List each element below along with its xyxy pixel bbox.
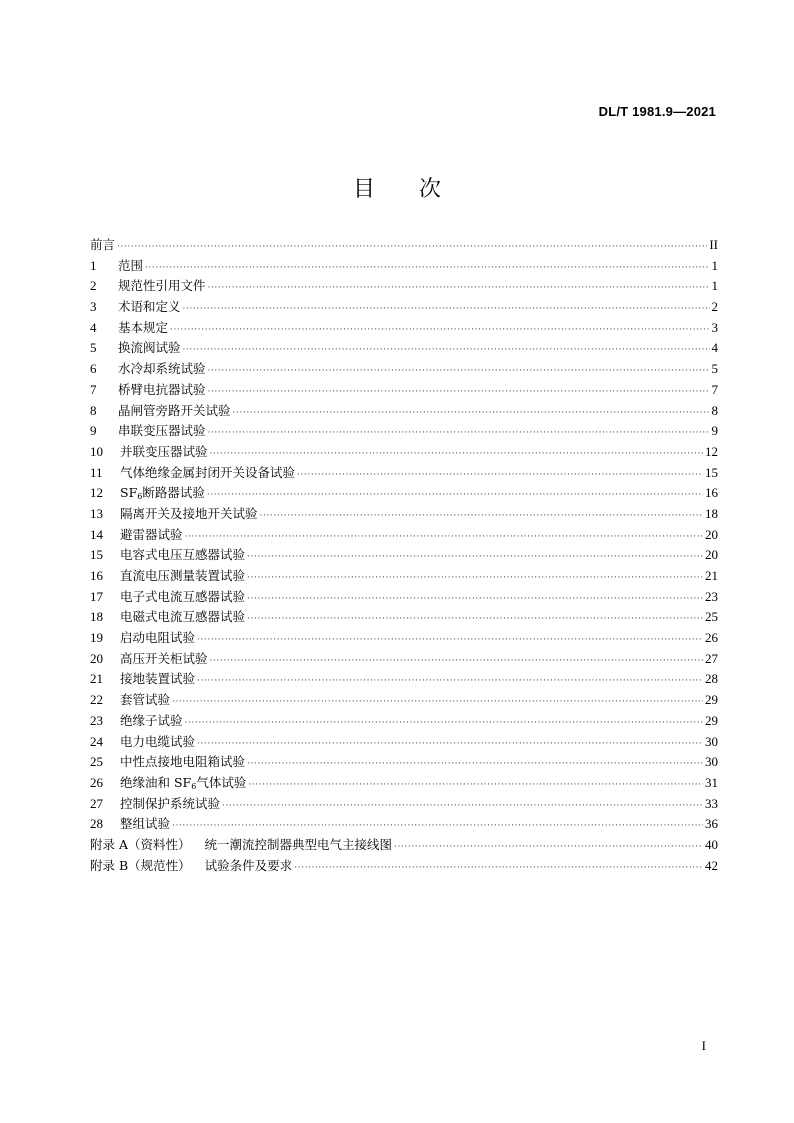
toc-entry-number: 9 [90, 423, 97, 439]
toc-leader-dots [197, 734, 703, 755]
toc-entry[interactable] [90, 442, 718, 463]
toc-leader-dots [208, 382, 710, 403]
toc-leader-dots [208, 423, 710, 444]
toc-entry-number: 14 [90, 526, 103, 542]
toc-leader-dots [172, 816, 703, 837]
toc-entry[interactable] [90, 711, 718, 732]
toc-entry-number: 27 [90, 795, 103, 811]
title-char-2: 次 [419, 177, 442, 202]
toc-entry-title: 控制保护系统试验 [120, 795, 221, 811]
toc-entry-number: 3 [90, 299, 97, 315]
toc-entry-title: 气体绝缘金属封闭开关设备试验 [120, 464, 296, 480]
toc-entry-title: 整组试验 [120, 816, 171, 832]
toc-entry-number: 28 [90, 816, 103, 832]
toc-entry[interactable] [90, 752, 718, 773]
toc-entry-title: 电容式电压互感器试验 [120, 547, 246, 563]
toc-entry[interactable] [90, 814, 718, 835]
toc-entry-page: 15 [705, 464, 718, 480]
toc-leader-dots [185, 713, 703, 734]
toc-entry-page: 9 [711, 423, 718, 439]
toc-leader-dots [247, 609, 703, 630]
toc-leader-dots [183, 340, 710, 361]
toc-entry[interactable] [90, 587, 718, 608]
page-title [0, 172, 794, 203]
appendix-label: 附录 B（规范性） [90, 857, 191, 873]
toc-entry-title: 中性点接地电阻箱试验 [120, 754, 246, 770]
toc-leader-dots [207, 485, 703, 506]
toc-entry-page: 3 [711, 319, 718, 335]
toc-entry-page: 21 [705, 568, 718, 583]
toc-entry-title: 基本规定 [118, 319, 169, 335]
table-of-contents [90, 235, 718, 876]
toc-entry[interactable] [90, 256, 718, 277]
toc-entry-page: 31 [705, 774, 718, 790]
toc-entry[interactable] [90, 669, 718, 690]
toc-entry-page: 7 [711, 381, 718, 397]
toc-entry[interactable] [90, 401, 718, 422]
toc-entry[interactable] [90, 690, 718, 711]
toc-entry-title: 并联变压器试验 [120, 443, 208, 459]
toc-leader-dots [260, 506, 703, 527]
toc-entry-page: 36 [705, 816, 718, 832]
toc-entry-title: $SF_6$断路器试验 [120, 485, 205, 502]
toc-leader-dots [197, 671, 703, 692]
toc-entry-number: 24 [90, 733, 103, 749]
toc-entry[interactable] [90, 607, 718, 628]
toc-entry[interactable] [90, 338, 718, 359]
toc-entry-page: 29 [705, 712, 718, 728]
toc-entry-number: 21 [90, 671, 103, 687]
toc-entry[interactable] [90, 483, 718, 504]
toc-entry-title: 接地装置试验 [120, 671, 196, 687]
toc-entry-title: 避雷器试验 [120, 526, 183, 542]
toc-entry-number: 25 [90, 754, 103, 770]
toc-entry-page: 27 [705, 650, 718, 666]
toc-entry[interactable] [90, 276, 718, 297]
toc-entry-title: 电磁式电流互感器试验 [120, 609, 246, 625]
toc-entry[interactable] [90, 463, 718, 484]
page-number: I [701, 1038, 706, 1053]
toc-leader-dots [172, 692, 703, 713]
toc-entry-title: 隔离开关及接地开关试验 [120, 505, 258, 521]
toc-entry-page: 29 [705, 692, 718, 708]
toc-entry-page: 4 [711, 340, 718, 356]
toc-entry-number: 13 [90, 505, 103, 521]
toc-entry-page: 23 [705, 588, 718, 604]
toc-entry-page: 16 [705, 485, 718, 501]
toc-leader-dots [145, 258, 709, 279]
toc-entry-title: 串联变压器试验 [118, 423, 206, 439]
toc-entry-title: 桥臂电抗器试验 [118, 381, 206, 397]
toc-entry-page: 8 [711, 402, 718, 418]
toc-leader-dots [394, 837, 703, 858]
toc-entry[interactable] [90, 545, 718, 566]
toc-entry-number: 22 [90, 692, 103, 708]
standard-code: DL/T 1981.9—2021 [598, 104, 716, 119]
toc-entry-appendix-b[interactable] [90, 856, 718, 877]
toc-entry-appendix-a[interactable] [90, 835, 718, 856]
toc-entry[interactable] [90, 297, 718, 318]
toc-entry-page: 20 [705, 547, 718, 563]
toc-entry-number: 4 [90, 319, 97, 335]
toc-entry-number: 10 [90, 443, 103, 459]
toc-entry-number: 11 [90, 464, 103, 480]
toc-entry-title: 水冷却系统试验 [118, 361, 206, 377]
toc-entry-page: 12 [705, 443, 718, 459]
title-char-1: 目 [352, 177, 375, 202]
toc-entry-page: 30 [705, 733, 718, 749]
toc-entry-title: 套管试验 [120, 692, 171, 708]
toc-entry-number: 26 [90, 774, 103, 790]
toc-entry[interactable] [90, 421, 718, 442]
toc-entry-number: 18 [90, 609, 103, 625]
toc-entry-page: 42 [705, 857, 718, 873]
toc-entry-title: 直流电压测量装置试验 [120, 568, 246, 583]
toc-entry[interactable] [90, 628, 718, 649]
toc-entry-title: 启动电阻试验 [120, 630, 196, 646]
toc-leader-dots [294, 858, 703, 879]
toc-entry[interactable] [90, 380, 718, 401]
toc-leader-dots [248, 775, 703, 796]
toc-entry-number: 17 [90, 588, 103, 604]
toc-entry-title: 换流阀试验 [118, 340, 181, 356]
appendix-label: 附录 A（资料性） [90, 836, 191, 852]
toc-leader-dots [297, 465, 703, 486]
toc-entry-page: 28 [705, 671, 718, 687]
toc-entry[interactable] [90, 318, 718, 339]
toc-entry-title: 统一潮流控制器典型电气主接线图 [204, 836, 393, 852]
toc-entry-foreword[interactable] [90, 235, 718, 256]
toc-entry-page: II [709, 237, 718, 252]
toc-entry-title: 试验条件及要求 [204, 857, 293, 873]
toc-entry-page: 2 [711, 299, 718, 315]
toc-entry-number: 20 [90, 650, 103, 666]
toc-leader-dots [247, 589, 703, 610]
toc-entry[interactable] [90, 794, 718, 815]
toc-entry-number: 19 [90, 630, 103, 646]
toc-entry-number: 5 [90, 340, 97, 356]
toc-entry-number: 16 [90, 568, 103, 583]
toc-leader-dots [208, 361, 710, 382]
toc-entry-page: 18 [705, 505, 718, 521]
toc-leader-dots [183, 299, 710, 320]
toc-entry-number: 6 [90, 361, 97, 377]
toc-entry-title: 绝缘子试验 [120, 712, 183, 728]
toc-entry-page: 30 [705, 754, 718, 770]
toc-leader-dots [222, 796, 703, 817]
toc-leader-dots [247, 568, 703, 589]
toc-entry-title: 电力电缆试验 [120, 733, 196, 749]
toc-leader-dots [117, 237, 707, 258]
toc-leader-dots [233, 403, 710, 424]
toc-entry-title: 晶闸管旁路开关试验 [118, 402, 231, 418]
toc-entry-number: 7 [90, 381, 97, 397]
toc-entry-number: 12 [90, 485, 103, 501]
toc-entry-page: 20 [705, 526, 718, 542]
toc-entry-page: 25 [705, 609, 718, 625]
toc-entry-number: 2 [90, 278, 97, 294]
toc-entry-title: 电子式电流互感器试验 [120, 588, 246, 604]
toc-leader-dots [247, 754, 703, 775]
toc-entry-title: 范围 [118, 257, 144, 273]
toc-entry[interactable] [90, 566, 718, 587]
toc-entry-page: 26 [705, 630, 718, 646]
toc-entry[interactable] [90, 525, 718, 546]
toc-entry-page: 1 [711, 257, 718, 273]
toc-entry-title: 绝缘油和 $SF_6$气体试验 [120, 774, 247, 791]
toc-entry-page: 1 [711, 278, 718, 294]
toc-entry[interactable] [90, 504, 718, 525]
toc-entry-page: 5 [711, 361, 718, 377]
toc-entry-number: 1 [90, 257, 97, 273]
toc-leader-dots [185, 527, 703, 548]
toc-entry-page: 33 [705, 795, 718, 811]
toc-entry-page: 40 [705, 836, 718, 852]
toc-entry[interactable] [90, 649, 718, 670]
toc-leader-dots [210, 651, 703, 672]
toc-leader-dots [210, 444, 703, 465]
toc-entry-title: 术语和定义 [118, 299, 181, 315]
toc-entry-title: 规范性引用文件 [118, 278, 206, 294]
toc-entry-number: 15 [90, 547, 103, 563]
toc-entry[interactable] [90, 773, 718, 794]
toc-entry-number: 23 [90, 712, 103, 728]
toc-leader-dots [197, 630, 703, 651]
toc-leader-dots [208, 278, 710, 299]
toc-leader-dots [170, 320, 709, 341]
toc-entry-title: 高压开关柜试验 [120, 650, 208, 666]
toc-leader-dots [247, 547, 703, 568]
toc-entry[interactable] [90, 359, 718, 380]
toc-entry-number: 8 [90, 402, 97, 418]
toc-entry[interactable] [90, 732, 718, 753]
toc-entry-title: 前言 [90, 237, 116, 252]
